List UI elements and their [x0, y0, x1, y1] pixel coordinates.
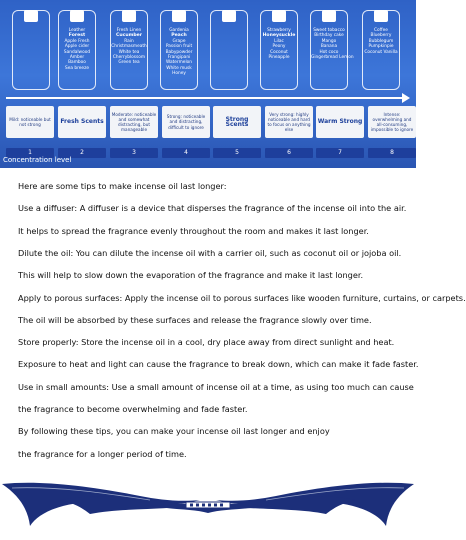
scent-name: Grape [172, 38, 186, 44]
scent-name: Cucumber [115, 33, 143, 39]
level-number: 1 [6, 148, 54, 158]
strength-card: Fresh Scents [58, 106, 106, 138]
scent-name: Birthday cake [314, 33, 344, 39]
level-number: 2 [58, 148, 106, 158]
scent-name: Peony [272, 44, 286, 50]
tip-line: It helps to spread the fragrance evenly throughout the room and makes it last longer. [18, 225, 369, 236]
scent-name: Forest [68, 33, 86, 39]
strength-card: Intense: overwhelming and all-consuming, impossible to ignore [368, 106, 416, 138]
strength-card: Very strong: highly noticeable and hard to focus on anything else [265, 106, 313, 138]
scent-bottle [160, 10, 198, 90]
bottle-cap-icon [24, 10, 38, 22]
scent-name: Watermelon [165, 60, 192, 66]
level-number: 7 [316, 148, 364, 158]
scent-name: Coconut [270, 49, 288, 55]
scent-name: Green tea [118, 60, 140, 66]
level-number: 5 [213, 148, 261, 158]
scent-name: Babypowder [165, 49, 193, 55]
bottle-cap-icon [222, 10, 236, 22]
scent-name: Coffee [374, 28, 388, 33]
scent-name: Honey [172, 71, 186, 77]
concentration-arrow [6, 97, 404, 99]
tip-line: Dilute the oil: You can dilute the incense oil with a carrier oil, such as coconut oil or jojoba oil. [18, 247, 402, 258]
scent-name: Apple Fresh [64, 38, 90, 44]
concentration-label: Concentration level [3, 156, 72, 164]
scent-name: Coconut Vanilla [364, 49, 398, 55]
scent-name: Peach [171, 33, 187, 39]
tip-line: Here are some tips to make incense oil last longer: [18, 181, 227, 191]
tip-line: The oil will be absorbed by these surfaces and release the fragrance slowly over time. [18, 314, 372, 325]
scent-bottle [362, 10, 400, 90]
scent-name: Mango [321, 38, 337, 44]
level-number: 6 [265, 148, 313, 158]
bottle-cap-icon [70, 10, 84, 22]
scent-name: Rain [124, 38, 134, 44]
bottle-cap-icon [122, 10, 136, 22]
scent-name: Sandalwood [63, 49, 91, 55]
scent-name: Hot coco [319, 49, 339, 55]
bottle-cap-icon [172, 10, 186, 22]
scent-bottle [210, 10, 248, 90]
tip-line: Use in small amounts: Use a small amount of incense oil at a time, as using too much can cause [18, 381, 414, 392]
scent-name: Pumpkinpie [368, 44, 394, 50]
scent-name: White tea [118, 49, 140, 55]
scent-name: White musk [166, 65, 192, 71]
scent-name: Amber [69, 55, 85, 61]
scent-name: Gingerbread Lemon [311, 55, 354, 61]
scent-name: Christmasmeath [111, 44, 147, 50]
scent-bottle [12, 10, 50, 90]
scent-name: Honeysuckle [262, 33, 296, 39]
scent-bottle [110, 10, 148, 90]
tip-line: Store properly: Store the incense oil in a cool, dry place away from direct sunlight and heat. [18, 337, 395, 348]
tip-line: This will help to slow down the evaporation of the fragrance and make it last longer. [18, 270, 364, 281]
scent-name: Bamboo [68, 60, 86, 66]
tip-line: the fragrance to become overwhelming and fade faster. [18, 404, 248, 414]
level-number: 3 [110, 148, 158, 158]
scent-name: Strawberry [267, 28, 291, 33]
strength-card: Strong Scents [213, 106, 261, 138]
scent-name: Frangipani [167, 55, 191, 61]
bottle-cap-icon [272, 10, 286, 22]
scent-name: Bubblegum [368, 38, 394, 44]
scent-name: Blueberry [370, 33, 392, 39]
strength-card: Mild: noticeable but not strong [6, 106, 54, 138]
level-number: 4 [162, 148, 210, 158]
scent-bottle [260, 10, 298, 90]
scent-name: Banana [320, 44, 338, 50]
scent-name: Pineapple [268, 55, 290, 61]
scent-name: Fresh Linen [116, 28, 142, 33]
scent-name: Sea breeze [65, 65, 89, 71]
scent-name: Lilac [274, 38, 284, 44]
scent-name: Cherryblossom [112, 55, 146, 61]
scent-bottle [310, 10, 354, 90]
tip-line: Apply to porous surfaces: Apply the incense oil to porous surfaces like wooden furniture, curtains, or carpets. [18, 292, 466, 303]
scent-name: Gardenia [169, 28, 189, 33]
level-number: 8 [368, 148, 416, 158]
strength-card: Warm Strong [316, 106, 364, 138]
strength-card: Strong: noticeable and distracting, difficult to ignore [162, 106, 210, 138]
tip-line: Exposure to heat and light can cause the fragrance to break down, which can make it fade faster. [18, 359, 419, 370]
bottle-cap-icon [322, 10, 336, 22]
scent-name: Apple cider [64, 44, 90, 50]
scent-name: Leather [68, 28, 86, 33]
scent-name: Passion fruit [165, 44, 193, 50]
tip-line: Use a diffuser: A diffuser is a device that disperses the fragrance of the incense oil into the air. [18, 203, 407, 214]
scent-strength-banner [0, 0, 416, 168]
tribal-ornament [0, 470, 416, 535]
tip-line: By following these tips, you can make your incense oil last longer and enjoy [18, 426, 330, 437]
bottle-cap-icon [374, 10, 388, 22]
strength-card: Moderate: noticeable and somewhat distracting, but manageable [110, 106, 158, 138]
scent-name: Sweet tobacco [313, 28, 345, 33]
tip-line: the fragrance for a longer period of time. [18, 448, 187, 459]
scent-bottle [58, 10, 96, 90]
arrow-head-icon [402, 93, 410, 103]
